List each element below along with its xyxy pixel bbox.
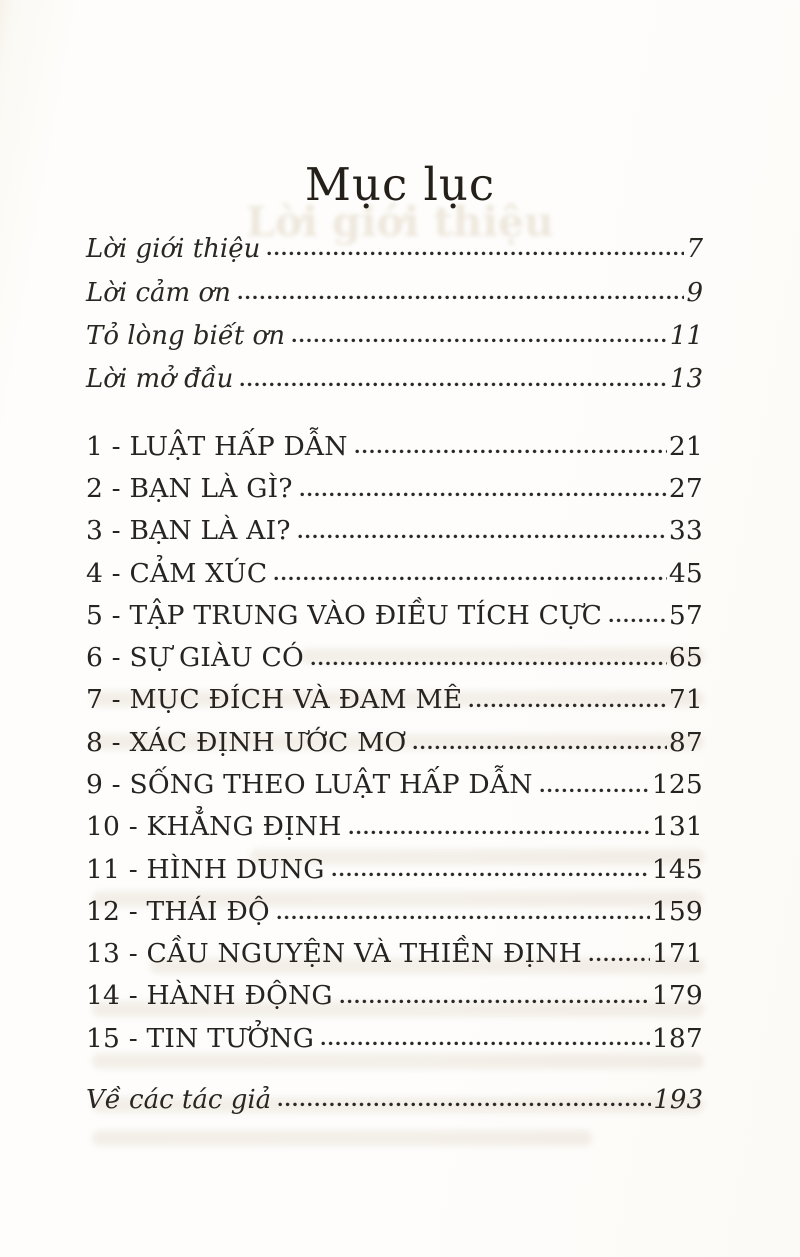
toc-back-matter — [86, 1072, 703, 1115]
toc-entry-label: 10 - KHẲNG ĐỊNH — [86, 811, 342, 843]
toc-entry-label: 6 - SỰ GIÀU CÓ — [86, 642, 304, 674]
toc-entry-label: 9 - SỐNG THEO LUẬT HẤP DẪN — [86, 769, 533, 800]
toc-entry — [86, 715, 703, 757]
toc-entry — [86, 800, 703, 842]
toc-entry-page: 193 — [653, 1084, 703, 1115]
dot-leader — [540, 788, 650, 793]
dot-leader — [300, 492, 667, 497]
toc-entry — [86, 264, 703, 307]
dot-leader — [278, 1102, 651, 1107]
toc-entry — [86, 757, 703, 799]
toc-entry-page: 71 — [668, 684, 703, 716]
showthrough-ghost — [92, 1053, 704, 1069]
dot-leader — [267, 251, 684, 256]
toc-entry-page: 45 — [668, 557, 703, 589]
toc-entry-page: 33 — [668, 515, 703, 547]
toc-entry-page: 27 — [668, 472, 703, 504]
toc-entry-page: 13 — [669, 364, 703, 395]
toc-entry — [86, 588, 703, 630]
toc-entry-label: 2 - BẠN LÀ GÌ? — [86, 472, 293, 504]
dot-leader — [274, 576, 667, 581]
toc-entry — [86, 419, 703, 461]
toc-entry-label: 1 - LUẬT HẤP DẪN — [86, 430, 348, 462]
toc-entry-label: 11 - HÌNH DUNG — [86, 853, 325, 885]
dot-leader — [340, 999, 650, 1004]
toc-entry — [86, 351, 703, 394]
dot-leader — [240, 382, 668, 387]
toc-entry-page: 187 — [651, 1022, 703, 1054]
toc-entry-label: Lời cảm ơn — [86, 277, 231, 308]
toc-entry-page: 9 — [686, 277, 703, 308]
toc-entry — [86, 842, 703, 884]
dot-leader — [469, 703, 667, 708]
toc-entry — [86, 673, 703, 715]
toc-entry-page: 171 — [651, 938, 703, 970]
page-title: Mục lục — [304, 158, 496, 212]
toc-entry-page: 65 — [668, 642, 703, 674]
dot-leader — [321, 1041, 650, 1046]
toc-entry-label: 15 - TIN TƯỞNG — [86, 1022, 315, 1054]
toc-entry-label: 12 - THÁI ĐỘ — [86, 895, 270, 927]
dot-leader — [349, 830, 650, 835]
toc-entry-label: 7 - MỤC ĐÍCH VÀ ĐAM MÊ — [86, 684, 463, 716]
dot-leader — [589, 957, 650, 962]
toc-entry-label: Về các tác giả — [86, 1084, 272, 1115]
toc-entry — [86, 969, 703, 1011]
toc-entry-page: 57 — [668, 599, 703, 631]
toc-entry-page: 21 — [668, 430, 703, 462]
toc-entry — [86, 308, 703, 351]
toc-entry-page: 125 — [651, 769, 703, 800]
dot-leader — [609, 618, 667, 623]
showthrough-heading: Lời giới thiệu — [246, 198, 554, 246]
toc-entry-label: Lời giới thiệu — [86, 234, 261, 265]
toc-entry-label: 4 - CẢM XÚC — [86, 557, 268, 589]
toc-entry-page: 87 — [668, 726, 703, 758]
toc-entry-label: 5 - TẬP TRUNG VÀO ĐIỀU TÍCH CỰC — [86, 599, 603, 631]
toc-entry-label: 13 - CẦU NGUYỆN VÀ THIỀN ĐỊNH — [86, 938, 582, 970]
toc-entry-page: 159 — [651, 895, 703, 927]
toc-entry — [86, 884, 703, 926]
toc-entry — [86, 221, 703, 264]
toc-entry — [86, 504, 703, 546]
dot-leader — [298, 534, 667, 539]
dot-leader — [413, 745, 666, 750]
toc-entry-label: 3 - BẠN LÀ AI? — [86, 515, 291, 547]
toc-entry-label: Tỏ lòng biết ơn — [86, 321, 285, 352]
toc-entry — [86, 546, 703, 588]
toc-entry-page: 11 — [669, 321, 703, 352]
toc-entry-page: 7 — [686, 234, 703, 265]
toc-entry-page: 145 — [651, 853, 703, 885]
dot-leader — [292, 338, 668, 343]
toc-front-matter — [86, 221, 703, 395]
toc-entry-label: 14 - HÀNH ĐỘNG — [86, 980, 333, 1012]
toc-entry — [86, 1072, 703, 1115]
dot-leader — [311, 661, 667, 666]
dot-leader — [277, 915, 650, 920]
toc-entry — [86, 927, 703, 969]
dot-leader — [355, 449, 667, 454]
toc-entry-label: 8 - XÁC ĐỊNH ƯỚC MƠ — [86, 726, 407, 758]
toc-entry-label: Lời mở đầu — [86, 364, 234, 395]
toc-entry — [86, 630, 703, 672]
dot-leader — [332, 872, 650, 877]
toc-entry — [86, 1011, 703, 1053]
showthrough-ghost — [92, 1130, 592, 1146]
toc-entry-page: 179 — [651, 980, 703, 1012]
dot-leader — [238, 295, 685, 300]
toc-chapters — [86, 419, 703, 1053]
toc-entry-page: 131 — [651, 811, 703, 843]
toc-entry — [86, 461, 703, 503]
